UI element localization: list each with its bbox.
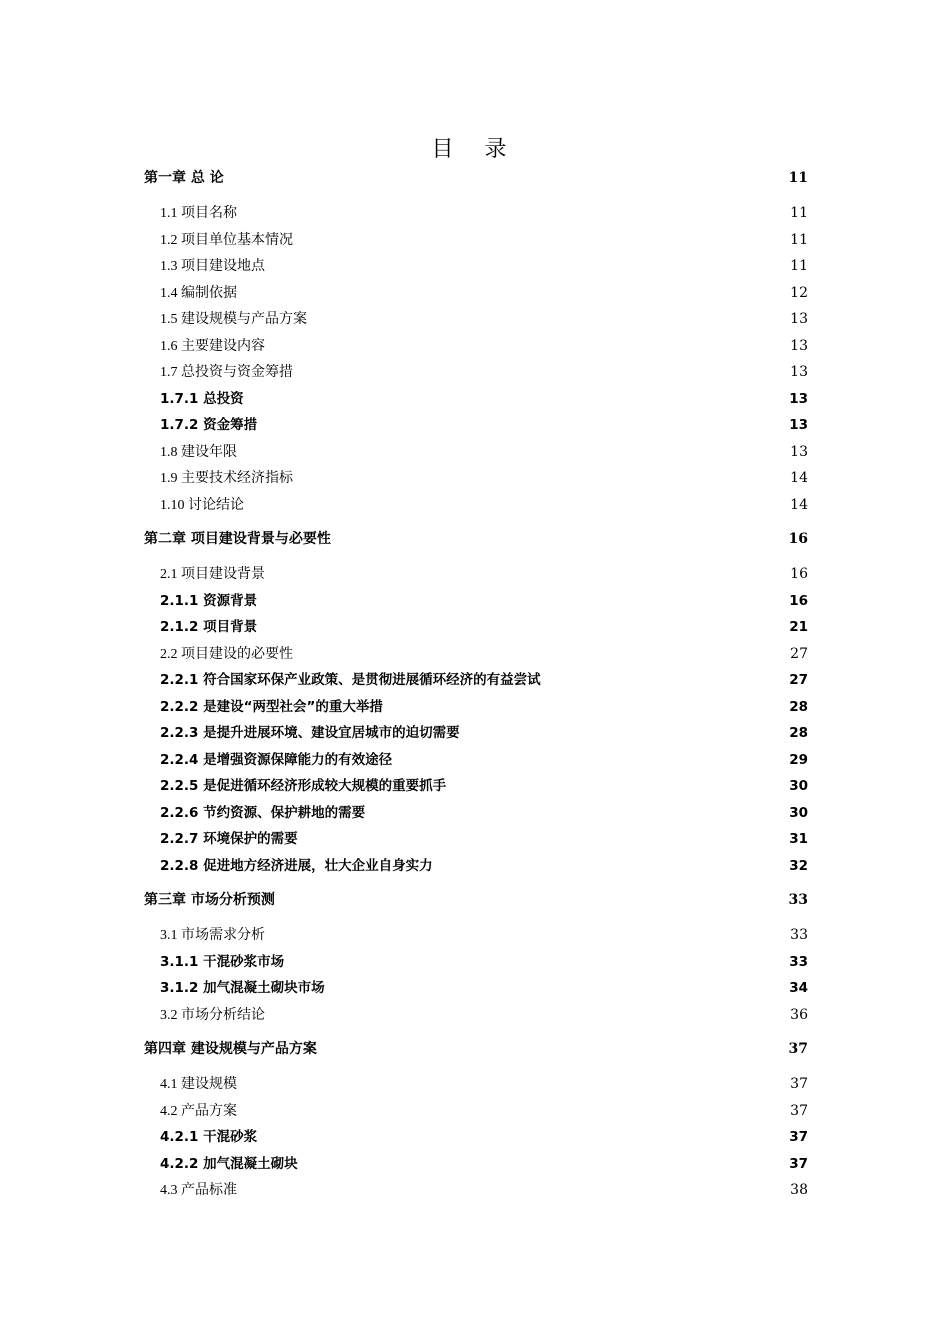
- toc-sub-entry[interactable]: [144, 386, 808, 413]
- toc-entry-label: 4.2.1 干混砂浆: [160, 1129, 258, 1145]
- toc-entry-page-number: 13: [790, 364, 808, 380]
- toc-entry-label: 2.2.2 是建设“两型社会”的重大举措: [160, 698, 383, 715]
- toc-entry-label: 3.1.2 加气混凝土砌块市场: [160, 980, 325, 996]
- toc-entry-label: 第一章 总 论: [144, 170, 224, 186]
- toc-entry-label: 第三章 市场分析预测: [144, 892, 275, 908]
- toc-entry-page-number: 29: [789, 751, 808, 768]
- toc-entry-page-number: 27: [789, 672, 808, 688]
- toc-sec-entry[interactable]: [144, 1071, 808, 1098]
- toc-entry-label: 1.6 主要建设内容: [160, 338, 265, 354]
- toc-sec-entry[interactable]: [144, 1177, 808, 1204]
- toc-chapter-entry[interactable]: [144, 166, 808, 190]
- toc-entry-label: 1.3 项目建设地点: [160, 259, 265, 274]
- toc-entry-label: 1.5 建设规模与产品方案: [160, 312, 307, 327]
- toc-entry-page-number: 14: [790, 470, 808, 486]
- toc-entry-label: 2.1 项目建设背景: [160, 567, 265, 582]
- toc-entry-page-number: 13: [790, 337, 808, 354]
- chapter-gap: [144, 1028, 808, 1037]
- toc-entry-page-number: 33: [789, 953, 808, 970]
- toc-entry-label: 1.9 主要技术经济指标: [160, 471, 293, 486]
- table-of-contents: [144, 166, 808, 1204]
- toc-chapter-entry[interactable]: [144, 527, 808, 551]
- toc-sec-entry[interactable]: [144, 253, 808, 280]
- toc-entry-label: 1.4 编制依据: [160, 285, 237, 301]
- toc-sec-entry[interactable]: [144, 1098, 808, 1125]
- toc-sec-entry[interactable]: [144, 200, 808, 227]
- toc-entry-page-number: 37: [788, 1041, 808, 1057]
- toc-sub-entry[interactable]: [144, 747, 808, 774]
- toc-entry-page-number: 28: [789, 725, 808, 741]
- toc-entry-page-number: 38: [790, 1182, 808, 1198]
- toc-sec-entry[interactable]: [144, 492, 808, 519]
- toc-entry-label: 第二章 项目建设背景与必要性: [144, 531, 331, 547]
- toc-entry-page-number: 27: [790, 645, 808, 662]
- toc-entry-label: 1.1 项目名称: [160, 206, 237, 221]
- toc-sub-entry[interactable]: [144, 588, 808, 615]
- toc-sec-entry[interactable]: [144, 465, 808, 492]
- toc-entry-page-number: 13: [789, 390, 808, 407]
- toc-sub-entry[interactable]: [144, 694, 808, 721]
- toc-entry-page-number: 37: [790, 1102, 808, 1119]
- toc-entry-page-number: 33: [790, 927, 808, 943]
- toc-entry-page-number: 16: [788, 531, 808, 547]
- toc-entry-label: 1.2 项目单位基本情况: [160, 232, 293, 248]
- toc-entry-label: 4.3 产品标准: [160, 1183, 237, 1198]
- toc-entry-page-number: 16: [789, 592, 808, 609]
- toc-entry-page-number: 32: [789, 857, 808, 874]
- toc-entry-page-number: 11: [790, 258, 808, 274]
- toc-entry-page-number: 36: [790, 1006, 808, 1023]
- toc-entry-page-number: 16: [790, 566, 808, 582]
- toc-sec-entry[interactable]: [144, 1002, 808, 1029]
- toc-entry-page-number: 13: [789, 417, 808, 433]
- toc-sec-entry[interactable]: [144, 227, 808, 254]
- toc-entry-label: 3.1.1 干混砂浆市场: [160, 953, 285, 970]
- page-title: 目 录: [431, 137, 519, 162]
- toc-entry-label: 1.7 总投资与资金筹措: [160, 365, 293, 380]
- toc-sec-entry[interactable]: [144, 280, 808, 307]
- toc-entry-label: 1.8 建设年限: [160, 444, 237, 460]
- toc-sub-entry[interactable]: [144, 800, 808, 827]
- toc-sub-entry[interactable]: [144, 412, 808, 439]
- toc-entry-page-number: 11: [790, 231, 808, 248]
- toc-entry-page-number: 33: [788, 892, 808, 908]
- toc-entry-page-number: 14: [790, 496, 808, 513]
- toc-entry-label: 3.2 市场分析结论: [160, 1007, 265, 1023]
- toc-sub-entry[interactable]: [144, 1151, 808, 1178]
- toc-entry-page-number: 12: [790, 284, 808, 301]
- toc-entry-page-number: 37: [789, 1155, 808, 1172]
- toc-entry-page-number: 11: [788, 170, 808, 186]
- toc-sub-entry[interactable]: [144, 853, 808, 880]
- toc-chapter-entry[interactable]: [144, 888, 808, 912]
- toc-entry-label: 1.7.2 资金筹措: [160, 417, 258, 433]
- toc-sub-entry[interactable]: [144, 614, 808, 641]
- toc-sec-entry[interactable]: [144, 359, 808, 386]
- toc-sub-entry[interactable]: [144, 949, 808, 976]
- toc-entry-label: 4.1 建设规模: [160, 1077, 237, 1092]
- toc-entry-page-number: 30: [789, 804, 808, 821]
- toc-entry-label: 2.2.4 是增强资源保障能力的有效途径: [160, 751, 393, 768]
- toc-entry-label: 4.2 产品方案: [160, 1103, 237, 1119]
- toc-entry-page-number: 28: [789, 698, 808, 715]
- toc-entry-page-number: 34: [789, 980, 808, 996]
- toc-entry-page-number: 37: [790, 1076, 808, 1092]
- toc-entry-page-number: 31: [789, 831, 808, 847]
- toc-entry-label: 第四章 建设规模与产品方案: [144, 1041, 317, 1057]
- toc-chapter-entry[interactable]: [144, 1037, 808, 1061]
- toc-sub-entry[interactable]: [144, 975, 808, 1002]
- toc-entry-page-number: 37: [789, 1129, 808, 1145]
- toc-entry-label: 1.7.1 总投资: [160, 390, 244, 407]
- chapter-gap: [144, 518, 808, 527]
- toc-entry-label: 2.2 项目建设的必要性: [160, 646, 293, 662]
- toc-sec-entry[interactable]: [144, 333, 808, 360]
- toc-sec-entry[interactable]: [144, 641, 808, 668]
- toc-entry-label: 2.2.6 节约资源、保护耕地的需要: [160, 804, 366, 821]
- toc-sec-entry[interactable]: [144, 439, 808, 466]
- toc-entry-label: 2.2.8 促进地方经济进展，壮大企业自身实力: [160, 857, 433, 874]
- toc-entry-label: 2.2.1 符合国家环保产业政策、是贯彻进展循环经济的有益尝试: [160, 672, 541, 688]
- toc-entry-label: 3.1 市场需求分析: [160, 928, 265, 943]
- toc-sub-entry[interactable]: [144, 720, 808, 747]
- toc-entry-page-number: 30: [789, 778, 808, 794]
- toc-entry-label: 2.1.1 资源背景: [160, 592, 258, 609]
- toc-entry-page-number: 13: [790, 443, 808, 460]
- toc-entry-label: 4.2.2 加气混凝土砌块: [160, 1155, 298, 1172]
- toc-sec-entry[interactable]: [144, 922, 808, 949]
- toc-entry-label: 2.1.2 项目背景: [160, 619, 258, 635]
- toc-entry-page-number: 21: [789, 619, 808, 635]
- toc-sub-entry[interactable]: [144, 773, 808, 800]
- toc-entry-label: 2.2.3 是提升进展环境、建设宜居城市的迫切需要: [160, 725, 460, 741]
- toc-entry-label: 2.2.5 是促进循环经济形成较大规模的重要抓手: [160, 778, 447, 794]
- toc-sub-entry[interactable]: [144, 667, 808, 694]
- toc-sec-entry[interactable]: [144, 306, 808, 333]
- toc-entry-label: 1.10 讨论结论: [160, 497, 244, 513]
- toc-sec-entry[interactable]: [144, 561, 808, 588]
- chapter-gap: [144, 879, 808, 888]
- toc-entry-page-number: 13: [790, 311, 808, 327]
- toc-entry-page-number: 11: [790, 205, 808, 221]
- toc-sub-entry[interactable]: [144, 1124, 808, 1151]
- toc-sub-entry[interactable]: [144, 826, 808, 853]
- toc-entry-label: 2.2.7 环境保护的需要: [160, 831, 298, 847]
